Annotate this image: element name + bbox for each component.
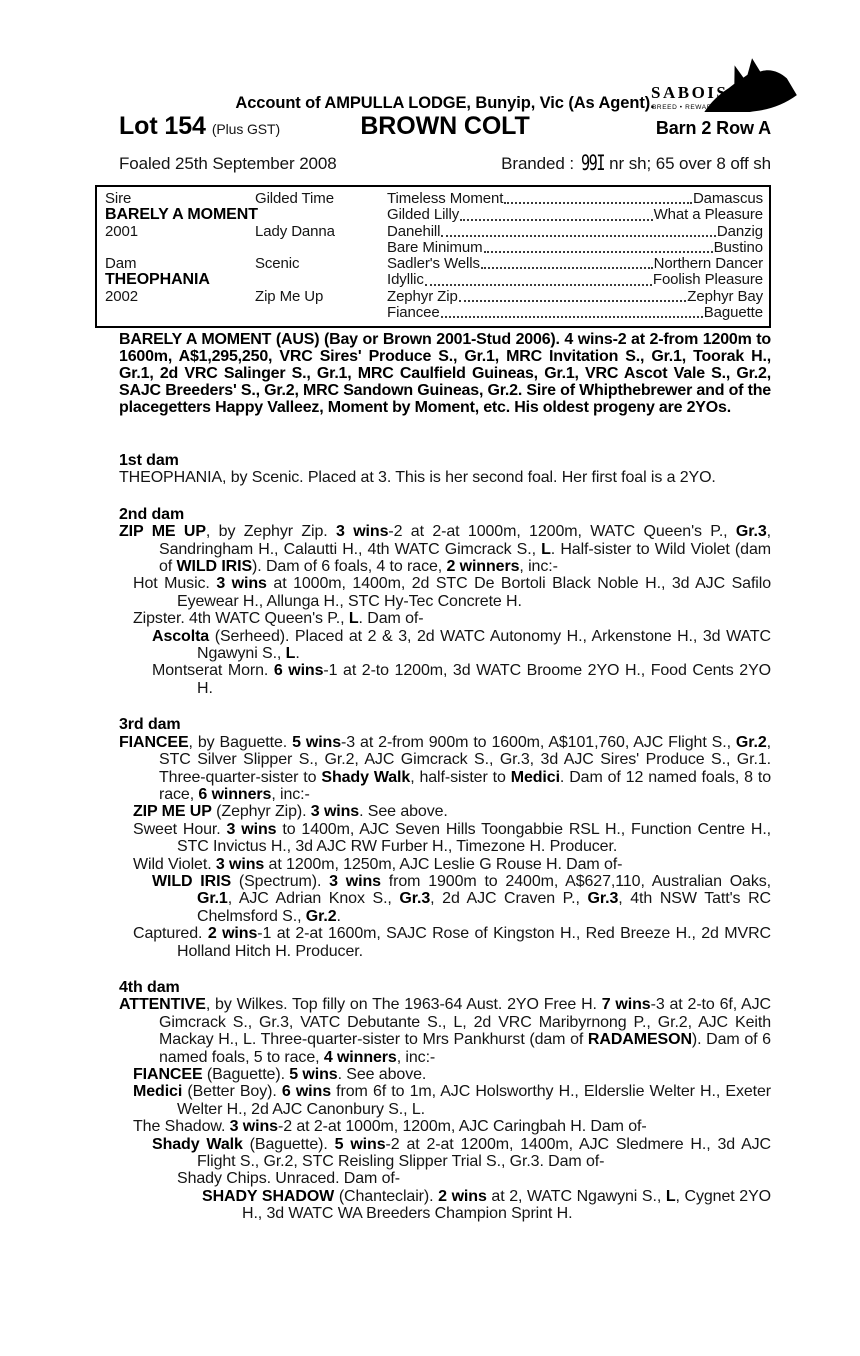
text-run: (Serheed). Placed at 2 & 3, 2d WATC Autonomy H., Arkenstone H., 3d WATC Ngawyni S., bbox=[197, 627, 771, 663]
pedigree-paragraph bbox=[119, 628, 771, 663]
text-run: , by Zephyr Zip. bbox=[205, 523, 337, 541]
text-run: , 2d AJC Craven P., bbox=[430, 890, 588, 908]
text-run: 7 wins bbox=[601, 996, 651, 1014]
text-run: 3 wins bbox=[336, 523, 389, 541]
pedigree-paragraph bbox=[119, 925, 771, 960]
pedigree-paragraph bbox=[119, 821, 771, 856]
gen3-dam: Zephyr Bay bbox=[687, 287, 763, 305]
text-run: at 1200m, 1250m, AJC Leslie G Rouse H. Dam of- bbox=[264, 855, 623, 873]
sire-summary bbox=[119, 332, 771, 417]
page-title: BROWN COLT bbox=[360, 112, 530, 140]
gen3-dam: Danzig bbox=[716, 222, 763, 240]
brand-mark-glyph: 99I bbox=[580, 151, 604, 175]
text-run: ZIP ME UP bbox=[119, 523, 206, 541]
gen3-dam: Baguette bbox=[703, 304, 763, 322]
text-run: 3 wins bbox=[229, 1118, 278, 1136]
text-run: SHADY SHADOW bbox=[202, 1187, 335, 1205]
gst-note: (Plus GST) bbox=[211, 121, 281, 137]
branded-prefix: Branded : bbox=[501, 154, 579, 173]
dot-leader bbox=[441, 224, 716, 237]
dam-heading: 2nd dam bbox=[119, 505, 185, 523]
text-run: , STC Silver Slipper S., Gr.2, AJC Gimcrack S., Gr.3, 3d AJC Sires' Produce S., Gr.1. Three-quarter-sister to bbox=[159, 733, 771, 786]
text-run: . See above. bbox=[359, 803, 448, 821]
text-run: 2 wins bbox=[207, 925, 258, 943]
gen3-sire: Danehill bbox=[387, 222, 441, 240]
branded-suffix: nr sh; 65 over 8 off sh bbox=[604, 154, 771, 173]
gen3-sire: Sadler's Wells bbox=[387, 255, 480, 273]
text-run: FIANCEE bbox=[133, 1066, 203, 1083]
gen3-sire: Fiancee bbox=[387, 304, 440, 322]
pedigree-paragraph bbox=[119, 523, 771, 575]
text-run: from 1900m to 2400m, A$627,110, Australian Oaks, bbox=[380, 872, 772, 890]
text-run: (Baguette). bbox=[242, 1135, 335, 1153]
text-run: Captured. bbox=[133, 925, 208, 943]
text-run: Zipster. 4th WATC Queen's P., bbox=[133, 610, 349, 628]
text-run: THEOPHANIA, by Scenic. Placed at 3. This is her second foal. Her first foal is a 2YO. bbox=[119, 469, 716, 487]
text-run: . Dam of 12 named foals, 8 to race, bbox=[159, 768, 771, 803]
pedigree-gen3-cell bbox=[387, 191, 763, 207]
pedigree-gen3-cell bbox=[387, 289, 763, 305]
pedigree-row bbox=[97, 289, 763, 305]
text-run: Medici bbox=[133, 1083, 183, 1101]
pedigree-paragraph bbox=[119, 1170, 771, 1187]
text-run: 5 wins bbox=[292, 733, 342, 751]
text-run: 3 wins bbox=[329, 872, 381, 890]
pedigree-gen3-cell bbox=[387, 272, 763, 288]
text-run: . Half-sister to Wild Violet (dam of bbox=[159, 540, 771, 576]
text-run: Gr.1 bbox=[197, 890, 228, 908]
text-run: , Cygnet 2YO H., 3d WATC WA Breeders Champion Sprint H. bbox=[242, 1187, 771, 1223]
gen3-sire: Zephyr Zip bbox=[387, 287, 458, 305]
pedigree-gen2-cell bbox=[255, 240, 387, 256]
text-run: The Shadow. bbox=[133, 1118, 230, 1136]
gen3-sire: Gilded Lilly bbox=[387, 206, 460, 224]
pedigree-paragraph bbox=[119, 996, 771, 1066]
gen3-dam: Northern Dancer bbox=[653, 255, 763, 273]
foaled-date: Foaled 25th September 2008 bbox=[119, 154, 337, 173]
pedigree-gen1-cell bbox=[97, 240, 255, 256]
pedigree-gen1-cell: 2001 bbox=[105, 222, 138, 240]
text-run: , AJC Adrian Knox S., bbox=[227, 890, 400, 908]
barn-location: Barn 2 Row A bbox=[655, 118, 771, 138]
text-run: , inc:- bbox=[519, 558, 558, 576]
pedigree-paragraph bbox=[119, 1083, 771, 1118]
pedigree-row bbox=[97, 191, 763, 207]
lot-number: Lot 154 bbox=[119, 112, 206, 140]
text-run: . Dam of- bbox=[358, 610, 424, 628]
pedigree-paragraph bbox=[119, 734, 771, 804]
text-run: Shady Walk bbox=[321, 768, 411, 786]
pedigree-paragraph bbox=[119, 1188, 771, 1223]
text-run: -2 at 2-at 1000m, 1200m, AJC Caringbah H. Dam of- bbox=[277, 1118, 647, 1136]
text-run: . bbox=[336, 907, 341, 925]
text-run: 2 winners bbox=[446, 558, 520, 576]
text-run: Ascolta bbox=[152, 627, 210, 645]
text-run: 4 winners bbox=[323, 1048, 397, 1066]
pedigree-gen3-cell bbox=[387, 256, 763, 272]
pedigree-row bbox=[97, 207, 763, 223]
pedigree-gen3-cell bbox=[387, 240, 763, 256]
text-run: 3 wins bbox=[310, 803, 360, 821]
pedigree-paragraph bbox=[119, 662, 771, 697]
text-run: 3 wins bbox=[216, 575, 267, 593]
text-run: , inc:- bbox=[396, 1048, 436, 1066]
gen3-sire: Bare Minimum bbox=[387, 238, 483, 256]
dot-leader bbox=[459, 289, 687, 302]
text-run: , by Wilkes. Top filly on The 1963-64 Aust. 2YO Free H. bbox=[205, 996, 602, 1014]
text-run: . See above. bbox=[337, 1066, 427, 1083]
text-run: at 1000m, 1400m, 2d STC De Bortoli Black Noble H., 3d AJC Safilo Eyewear H., Allunga H., STC Hy-Tec Concrete H. bbox=[177, 575, 771, 610]
pedigree-gen2-cell: Lady Danna bbox=[255, 222, 335, 240]
gen3-dam: What a Pleasure bbox=[653, 206, 763, 224]
text-run: (Chanteclair). bbox=[334, 1187, 439, 1205]
text-run: from 6f to 1m, AJC Holsworthy H., Elderslie Welter H., Exeter Welter H., 2d AJC Canonbury S., L. bbox=[177, 1083, 772, 1118]
text-run: 5 wins bbox=[334, 1135, 386, 1153]
page-content bbox=[95, 0, 771, 1356]
pedigree-paragraph bbox=[119, 856, 771, 873]
text-run: , Sandringham H., Calautti H., 4th WATC Gimcrack S., bbox=[159, 523, 771, 558]
text-run: ). Dam of 6 foals, 4 to race, bbox=[252, 558, 447, 576]
text-run: RADAMESON bbox=[587, 1031, 692, 1049]
pedigree-gen1-cell: Dam bbox=[105, 255, 137, 273]
text-run: L bbox=[348, 610, 359, 628]
pedigree-paragraph bbox=[119, 575, 771, 610]
dot-leader bbox=[481, 256, 653, 269]
pedigree-paragraph bbox=[119, 803, 771, 820]
pedigree-row bbox=[97, 272, 763, 288]
pedigree-paragraph bbox=[119, 1066, 771, 1083]
pedigree-gen2-cell: Scenic bbox=[255, 255, 300, 273]
text-run: Hot Music. bbox=[133, 575, 217, 593]
pedigree-gen3-cell bbox=[387, 305, 763, 321]
text-run: Medici bbox=[510, 768, 560, 786]
gen3-dam: Bustino bbox=[713, 238, 763, 256]
dam-heading: 4th dam bbox=[119, 978, 180, 996]
text-run: -1 at 2-at 1600m, SAJC Rose of Kingston H., Red Breeze H., 2d MVRC Holland Hitch H. Producer. bbox=[177, 925, 772, 960]
gen3-dam: Foolish Pleasure bbox=[652, 271, 763, 289]
text-run: , half-sister to bbox=[410, 768, 511, 786]
text-run: 5 wins bbox=[289, 1066, 338, 1083]
text-run: L bbox=[285, 645, 296, 663]
text-run: , inc:- bbox=[271, 785, 310, 803]
text-run: ZIP ME UP bbox=[133, 803, 212, 821]
text-run: -3 at 2-from 900m to 1600m, A$101,760, AJC Flight S., bbox=[341, 733, 736, 751]
dot-leader bbox=[484, 240, 713, 253]
sabois-tagline: BREED • REWARD bbox=[652, 104, 718, 111]
text-run: 6 wins bbox=[273, 662, 324, 680]
gen3-dam: Damascus bbox=[692, 190, 763, 207]
text-run: Gr.3 bbox=[735, 523, 767, 541]
text-run: -2 at 2-at 1200m, 1400m, AJC Sledmere H., 3d AJC Flight S., Gr.2, STC Reisling Slipper Trial S., Gr.3. Dam of- bbox=[197, 1135, 772, 1171]
dam-heading: 3rd dam bbox=[119, 716, 181, 734]
text-run: 6 wins bbox=[281, 1083, 332, 1101]
text-run: (Spectrum). bbox=[231, 872, 330, 890]
text-run: -1 at 2-to 1200m, 3d WATC Broome 2YO H., Food Cents 2YO H. bbox=[197, 662, 771, 697]
text-run: BARELY A MOMENT (AUS) (Bay or Brown 2001-Stud 2006). 4 wins-2 at 2-from 1200m to 1600m, A$1,295,250, VRC Sires' Produce S., Gr.1, MRC Invitation S., Gr.1, Toorak H., Gr.1, 2d VRC Salinger S., Gr.1, MRC Caulfield Guineas, Gr.1, VRC Ascot Vale S., Gr.2, SAJC Breeders' S., Gr.2, MRC Sandown Guineas, Gr.2. Sire of Whipthebrewer and of the placegetters Happy Valleez, Moment by Moment, etc. His oldest progeny are 2YOs. bbox=[119, 331, 771, 416]
text-run: WILD IRIS bbox=[176, 558, 253, 576]
pedigree-gen1-cell bbox=[97, 305, 255, 321]
text-run: Montserat Morn. bbox=[152, 662, 274, 680]
text-run: ). Dam of 6 named foals, 5 to race, bbox=[159, 1031, 771, 1066]
pedigree-gen2-cell: Gilded Time bbox=[255, 190, 334, 207]
lot-row bbox=[119, 112, 771, 141]
text-run: . bbox=[295, 645, 300, 663]
sabois-logo bbox=[651, 56, 783, 114]
pedigree-gen3-cell bbox=[387, 207, 763, 223]
text-run: FIANCEE bbox=[119, 733, 189, 751]
pedigree-row bbox=[97, 256, 763, 272]
sabois-wordmark: SABOIS bbox=[651, 83, 729, 102]
text-run: Shady Walk bbox=[152, 1135, 243, 1153]
text-run: (Better Boy). bbox=[182, 1083, 282, 1101]
gen3-sire: Timeless Moment bbox=[387, 190, 504, 207]
pedigree-row bbox=[97, 305, 763, 321]
pedigree-paragraph bbox=[119, 1118, 771, 1135]
pedigree-row bbox=[97, 224, 763, 240]
dot-leader bbox=[425, 272, 652, 285]
text-run: -3 at 2-to 6f, AJC Gimcrack S., Gr.3, VATC Debutante S., L, 2d VRC Maribyrnong P., Gr.2, AJC Keith Mackay H., L. Three-quarter-sister to Mrs Pankhurst (dam of bbox=[159, 996, 771, 1049]
dot-leader bbox=[460, 207, 652, 220]
text-run: -2 at 2-at 1000m, 1200m, WATC Queen's P., bbox=[388, 523, 736, 541]
text-run: Gr.3 bbox=[587, 890, 619, 908]
text-run: (Baguette). bbox=[202, 1066, 290, 1083]
text-run: 6 winners bbox=[198, 785, 272, 803]
text-run: L bbox=[541, 540, 551, 558]
pedigree-paragraph bbox=[119, 1136, 771, 1171]
text-run: Sweet Hour. bbox=[133, 820, 227, 838]
dam-heading: 1st dam bbox=[119, 452, 179, 469]
pedigree-paragraph bbox=[119, 469, 771, 486]
text-run: ATTENTIVE bbox=[119, 996, 206, 1014]
pedigree-gen1-cell: 2002 bbox=[105, 287, 138, 305]
text-run: 2 wins bbox=[438, 1187, 487, 1205]
text-run: Shady Chips. Unraced. Dam of- bbox=[177, 1170, 400, 1188]
text-run: 3 wins bbox=[215, 855, 265, 873]
dam-sections bbox=[119, 452, 771, 1223]
text-run: , by Baguette. bbox=[188, 733, 293, 751]
text-run: to 1400m, AJC Seven Hills Toongabbie RSL H., Function Centre H., STC Invictus H., 3d AJC RW Furber H., Timezone H. Producer. bbox=[177, 820, 772, 856]
pedigree-gen3-cell bbox=[387, 224, 763, 240]
foaling-row bbox=[119, 151, 771, 175]
text-run: at 2, WATC Ngawyni S., bbox=[486, 1187, 666, 1205]
text-run: L bbox=[665, 1187, 676, 1205]
text-run: Gr.2 bbox=[735, 733, 767, 751]
pedigree-gen1-cell: THEOPHANIA bbox=[105, 271, 210, 289]
text-run: Gr.2 bbox=[305, 907, 337, 925]
pedigree-gen2-cell bbox=[255, 272, 387, 288]
pedigree-paragraph bbox=[119, 610, 771, 627]
pedigree-row bbox=[97, 240, 763, 256]
text-run: 3 wins bbox=[226, 820, 277, 838]
pedigree-gen2-cell bbox=[255, 207, 387, 223]
gen3-sire: Idyllic bbox=[387, 271, 424, 289]
text-run: , 4th NSW Tatt's RC Chelmsford S., bbox=[197, 890, 771, 925]
pedigree-paragraph bbox=[119, 873, 771, 925]
pedigree-gen1-cell: BARELY A MOMENT bbox=[105, 206, 258, 224]
text-run: WILD IRIS bbox=[152, 872, 232, 890]
brand-details bbox=[501, 151, 771, 175]
text-run: Wild Violet. bbox=[133, 855, 216, 873]
text-run: (Zephyr Zip). bbox=[211, 803, 311, 821]
pedigree-gen1-cell: Sire bbox=[105, 190, 132, 207]
dot-leader bbox=[504, 191, 692, 204]
dot-leader bbox=[441, 305, 703, 318]
text-run: Gr.3 bbox=[399, 890, 431, 908]
account-line: Account of AMPULLA LODGE, Bunyip, Vic (As Agent). bbox=[235, 94, 655, 112]
pedigree-gen2-cell: Zip Me Up bbox=[255, 287, 324, 305]
pedigree-table bbox=[95, 185, 771, 328]
pedigree-gen2-cell bbox=[255, 305, 387, 321]
